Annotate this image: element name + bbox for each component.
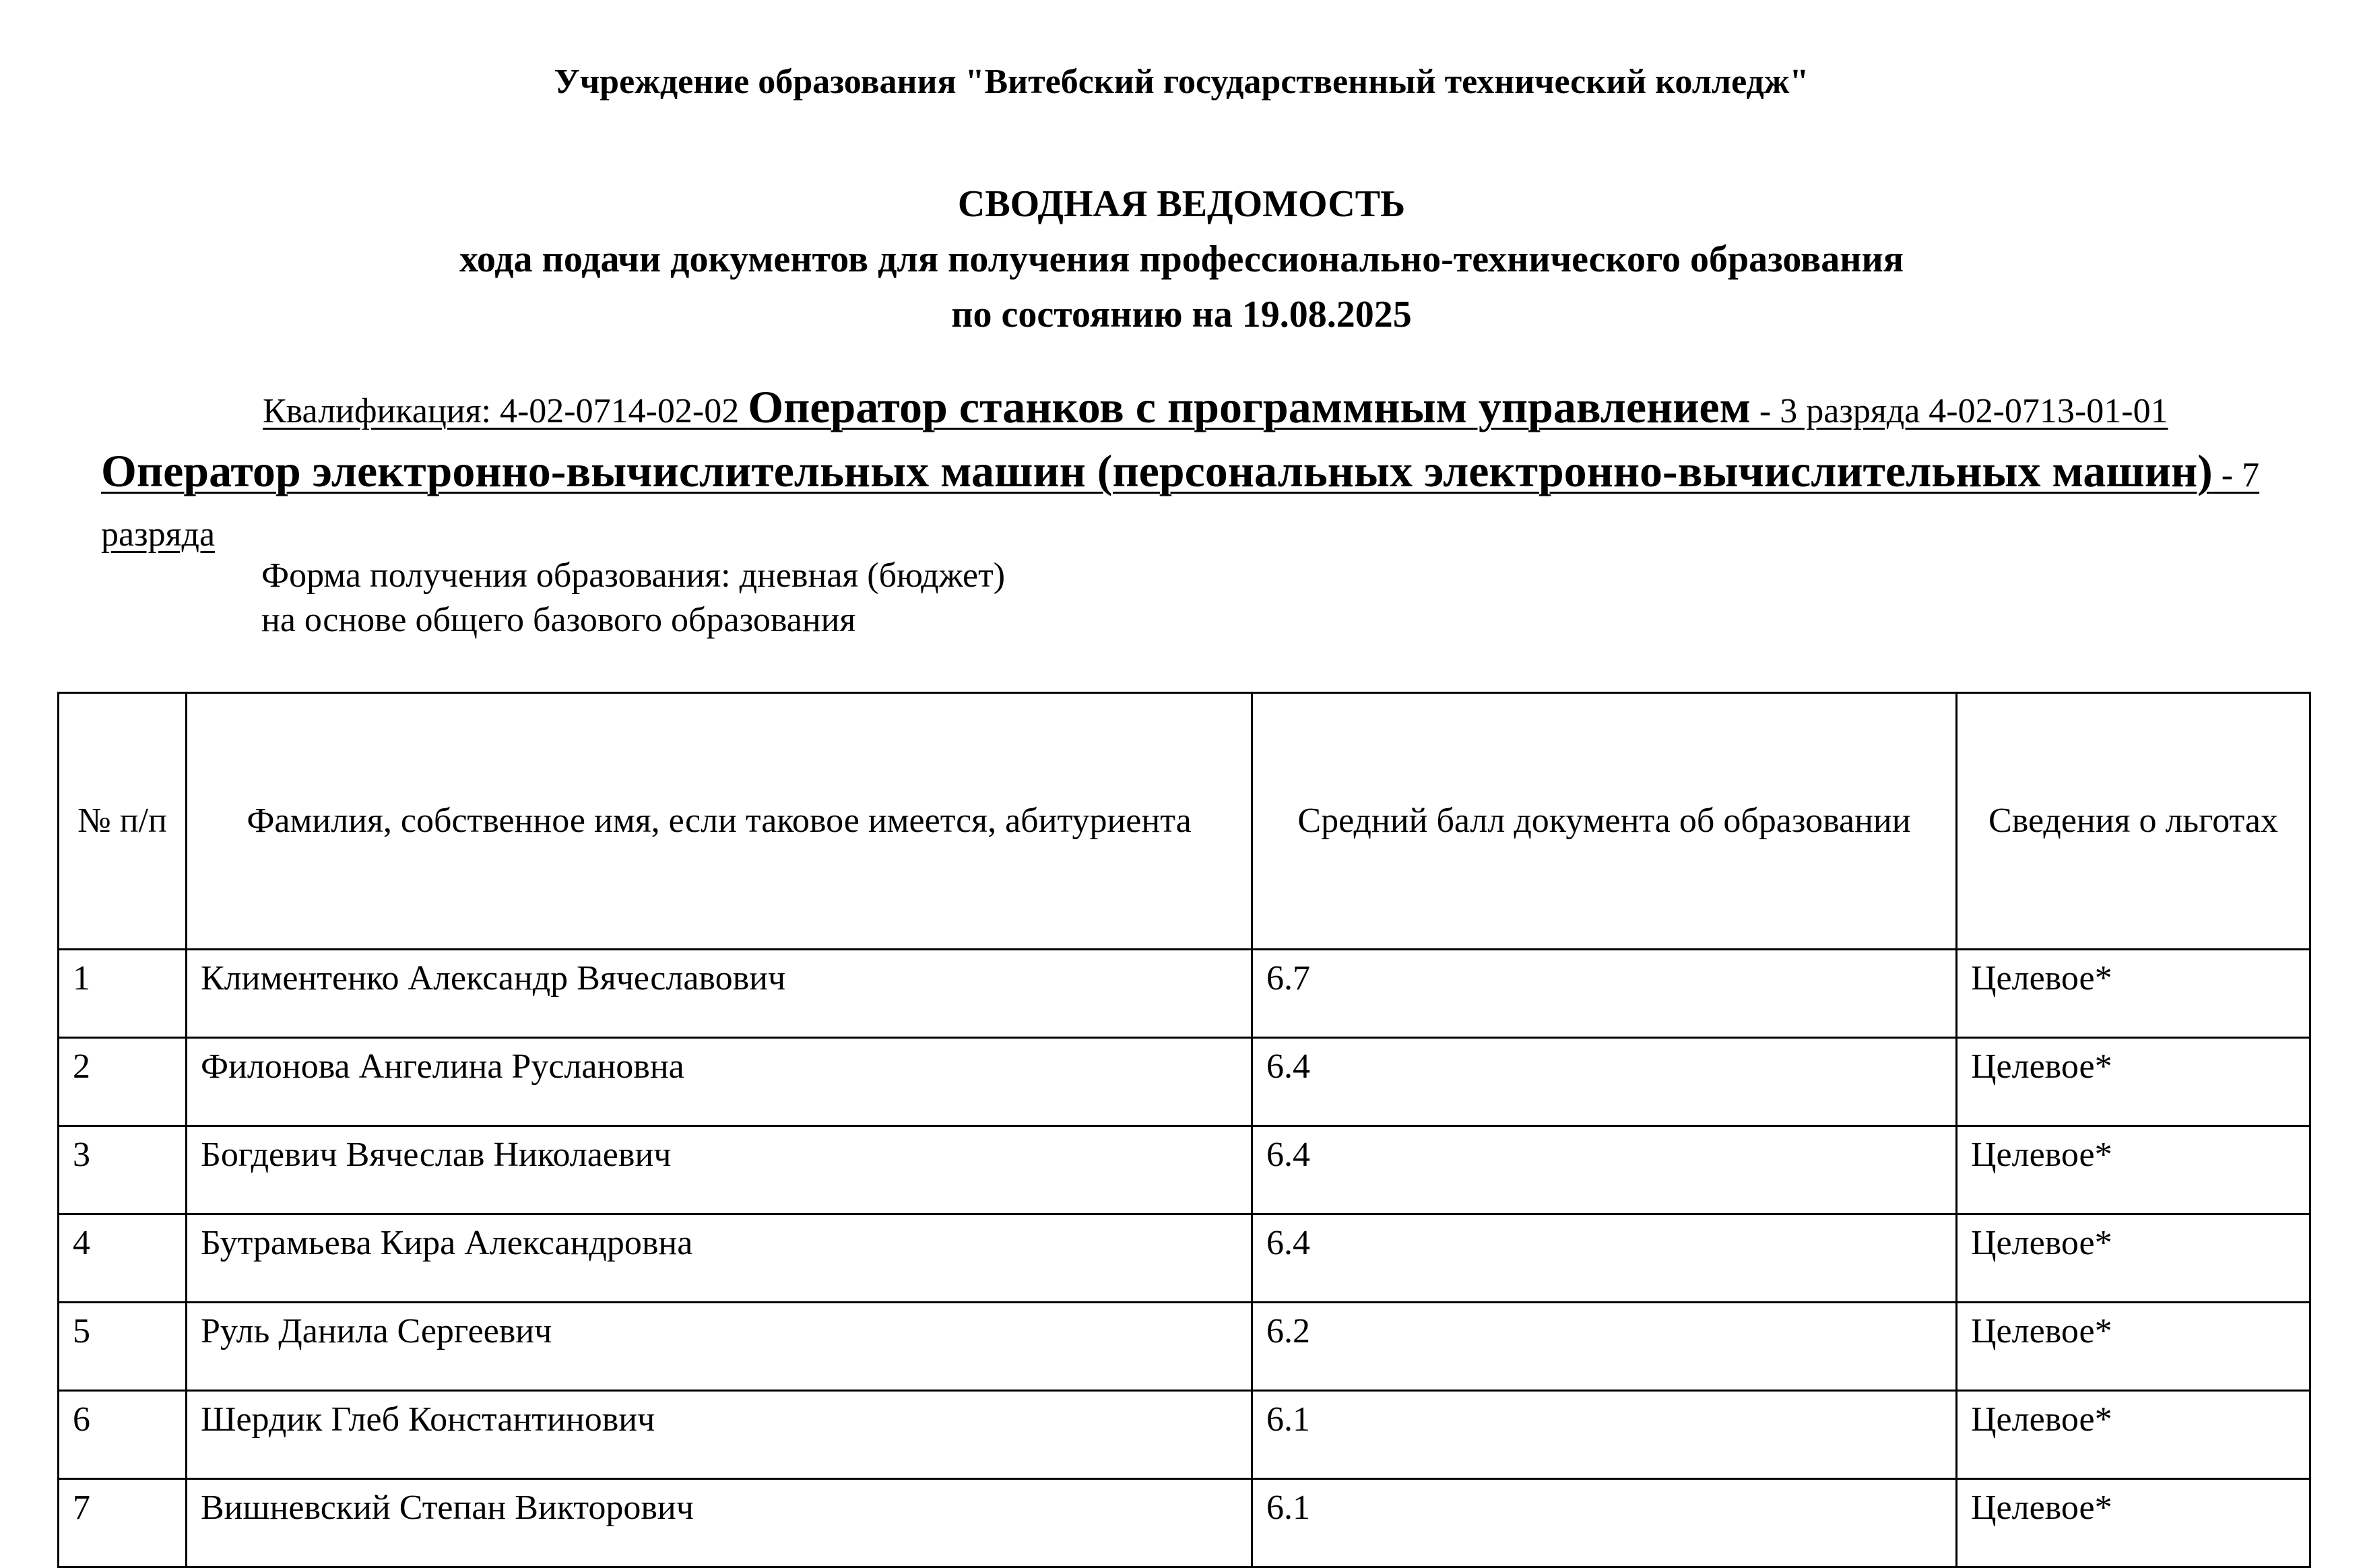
row-number: 1 <box>59 950 187 1038</box>
benefit-info: Целевое* <box>1957 1303 2310 1391</box>
qualification-label: Квалификация: 4-02-0714-02-02 <box>263 392 748 430</box>
applicant-name: Богдевич Вячеслав Николаевич <box>187 1126 1252 1214</box>
table-row <box>59 1038 2310 1126</box>
applicant-name: Шердик Глеб Константинович <box>187 1391 1252 1479</box>
qualification-name-1: Оператор станков с программным управлением <box>748 381 1751 432</box>
average-score: 6.1 <box>1252 1391 1957 1479</box>
header-benefits: Сведения о льготах <box>1957 693 2310 950</box>
qualification-grade-2: - 7 разряда <box>101 456 2260 554</box>
applicant-name: Руль Данила Сергеевич <box>187 1303 1252 1391</box>
education-form-line: Форма получения образования: дневная (бюджет) <box>261 556 1006 595</box>
document-subtitle: хода подачи документов для получения профессионально-технического образования <box>459 238 1904 280</box>
table-row <box>59 1126 2310 1214</box>
institution-name: Учреждение образования "Витебский государственный технический колледж" <box>554 63 1809 101</box>
applicant-name: Вишневский Степан Викторович <box>187 1479 1252 1567</box>
header-score: Средний балл документа об образовании <box>1252 693 1957 950</box>
row-number: 5 <box>59 1303 187 1391</box>
benefit-info: Целевое* <box>1957 1126 2310 1214</box>
applicants-table <box>57 692 2311 1568</box>
row-number: 6 <box>59 1391 187 1479</box>
average-score: 6.4 <box>1252 1038 1957 1126</box>
qualification-name-2: Оператор электронно-вычислительных машин (персональных электронно-вычислительных машин) <box>101 445 2213 496</box>
benefit-info: Целевое* <box>1957 1479 2310 1567</box>
benefit-info: Целевое* <box>1957 950 2310 1038</box>
average-score: 6.2 <box>1252 1303 1957 1391</box>
document-title-block <box>0 176 2363 342</box>
average-score: 6.7 <box>1252 950 1957 1038</box>
benefit-info: Целевое* <box>1957 1214 2310 1303</box>
benefit-info: Целевое* <box>1957 1391 2310 1479</box>
header-name: Фамилия, собственное имя, если таковое имеется, абитуриента <box>187 693 1252 950</box>
benefit-info: Целевое* <box>1957 1038 2310 1126</box>
table-header-row <box>59 693 2310 950</box>
table-row <box>59 950 2310 1038</box>
row-number: 7 <box>59 1479 187 1567</box>
education-form-block <box>261 554 1005 643</box>
average-score: 6.1 <box>1252 1479 1957 1567</box>
header-number: № п/п <box>59 693 187 950</box>
education-basis-line: на основе общего базового образования <box>261 601 856 639</box>
row-number: 4 <box>59 1214 187 1303</box>
row-number: 3 <box>59 1126 187 1214</box>
applicant-name: Бутрамьева Кира Александровна <box>187 1214 1252 1303</box>
row-number: 2 <box>59 1038 187 1126</box>
qualification-paragraph <box>101 377 2297 564</box>
document-title: СВОДНАЯ ВЕДОМОСТЬ <box>957 183 1406 225</box>
average-score: 6.4 <box>1252 1214 1957 1303</box>
qualification-grade-1: - 3 разряда 4-02-0713-01-01 <box>1750 392 2168 430</box>
applicant-name: Климентенко Александр Вячеславович <box>187 950 1252 1038</box>
table-row <box>59 1391 2310 1479</box>
average-score: 6.4 <box>1252 1126 1957 1214</box>
applicant-name: Филонова Ангелина Руслановна <box>187 1038 1252 1126</box>
table-row <box>59 1303 2310 1391</box>
table-row <box>59 1479 2310 1567</box>
table-row <box>59 1214 2310 1303</box>
document-date-line: по состоянию на 19.08.2025 <box>951 294 1412 335</box>
